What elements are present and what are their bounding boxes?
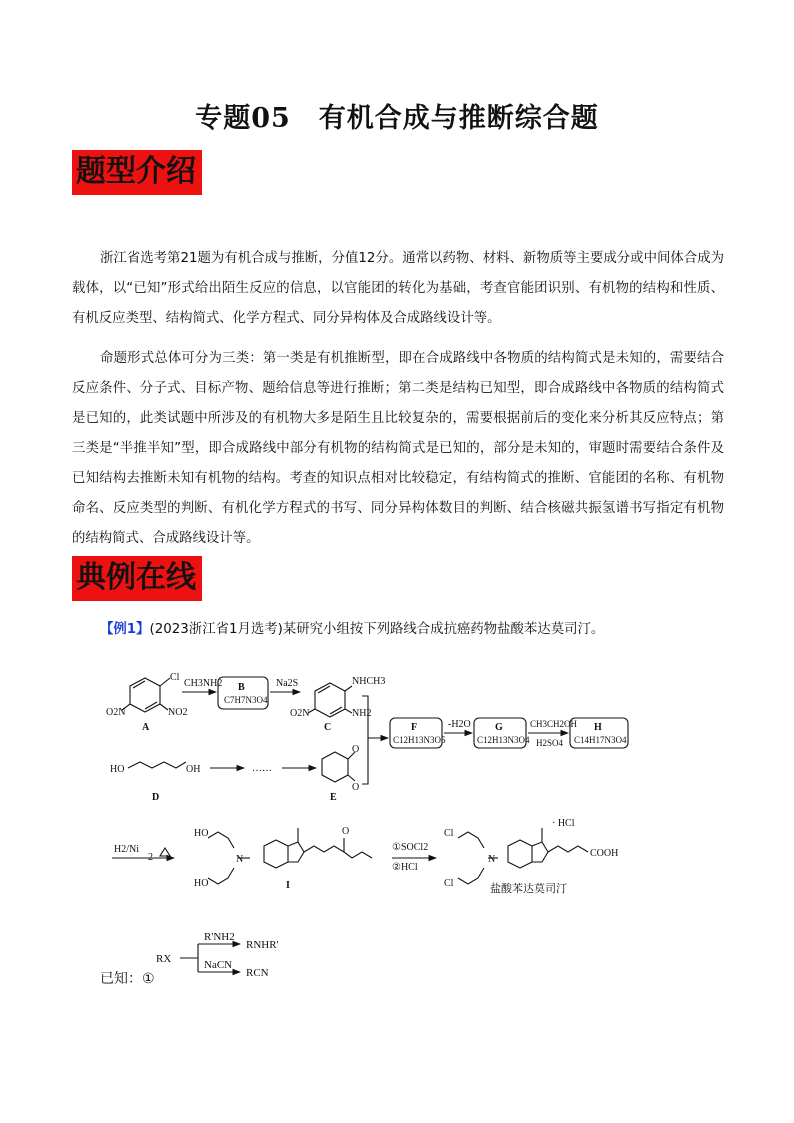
compound-e-label: E bbox=[330, 792, 337, 803]
reagent-minus-h2o: -H2O bbox=[448, 719, 471, 730]
label-o-i: O bbox=[342, 826, 350, 837]
known-reagent2: NaCN bbox=[204, 959, 233, 971]
compound-f-label: F bbox=[411, 722, 418, 733]
product-name: 盐酸苯达莫司汀 bbox=[490, 883, 567, 895]
label-nhch3: NHCH3 bbox=[352, 676, 386, 687]
label-cl-p2: Cl bbox=[444, 878, 454, 889]
compound-f-formula: C12H13N3O5 bbox=[393, 735, 446, 745]
compound-c-label: C bbox=[324, 722, 332, 733]
label-ho-i1: HO bbox=[194, 828, 209, 839]
compound-a-label: A bbox=[142, 722, 150, 733]
example-text: (2023浙江省1月选考)某研究小组按下列路线合成抗癌药物盐酸苯达莫司汀。 bbox=[149, 622, 605, 637]
compound-b-formula: C7H7N3O4 bbox=[224, 695, 268, 705]
compound-a-structure bbox=[122, 678, 170, 712]
compound-g-box bbox=[474, 718, 526, 748]
label-cl: Cl bbox=[170, 672, 180, 683]
product-structure bbox=[458, 828, 588, 884]
compound-i-structure bbox=[208, 828, 372, 884]
compound-d-structure bbox=[128, 762, 186, 768]
compound-b-box bbox=[218, 677, 268, 709]
label-n-i: N bbox=[236, 854, 244, 865]
label-cooh: COOH bbox=[590, 848, 619, 859]
label-nh2: NH2 bbox=[352, 708, 372, 719]
reagent-na2s: Na2S bbox=[276, 678, 299, 689]
label-ho-d: HO bbox=[110, 764, 125, 775]
intro-paragraph-2: 命题形式总体可分为三类：第一类是有机推断型，即在合成路线中各物质的结构简式是未知的，需要结合反应条件、分子式、目标产物、题给信息等进行推断；第二类是结构已知型，即合成路线中各物质的结构简式是已知的，此类试题中所涉及的有机物大多是陌生且比较复杂的，需要根据前后的变化来分析其反应特点；第三类是“半推半知”型，即合成路线中部分有机物的结构简式是已知的，部分是未知的，审题时需要结合条件及已知结构去推断未知有机物的结构。考查的知识点相对比较稳定，有结构简式的推断、官能团的名称、有机物命名、反应类型的判断、有机化学方程式的书写、同分异构体数目的判断、结合核磁共振氢谱书写指定有机物的结构简式、合成路线设计等。 bbox=[72, 351, 724, 546]
label-n-p: N bbox=[488, 854, 496, 865]
label-o2n-a: O2N bbox=[106, 707, 126, 718]
label-oh-d: OH bbox=[186, 764, 201, 775]
example-1-statement bbox=[100, 618, 604, 637]
compound-c-structure bbox=[308, 683, 352, 717]
compound-h-label: H bbox=[594, 722, 602, 733]
section-heading-intro: 题型介绍 bbox=[72, 150, 202, 195]
compound-g-label: G bbox=[495, 722, 503, 733]
example-tag: 【例1】 bbox=[100, 622, 150, 637]
compound-g-formula: C12H13N3O4 bbox=[477, 735, 530, 745]
label-no2-a: NO2 bbox=[168, 707, 188, 718]
known-rx: RX bbox=[156, 953, 172, 965]
compound-f-box bbox=[390, 718, 442, 748]
reagent-ethanol: CH3CH2OH bbox=[530, 719, 578, 729]
compound-h-box bbox=[570, 718, 628, 748]
section-heading-example: 典例在线 bbox=[72, 556, 202, 601]
reagent-two: 2 bbox=[148, 852, 153, 863]
label-o-e2: O bbox=[352, 782, 360, 793]
compound-i-label: I bbox=[286, 880, 290, 891]
known-reagent1: R'NH2 bbox=[204, 931, 235, 943]
label-hcl-salt: · HCl bbox=[552, 818, 575, 829]
compound-h-formula: C14H17N3O4 bbox=[574, 735, 627, 745]
known-reaction-branch bbox=[180, 944, 240, 972]
page-title: 专题05 有机合成与推断综合题 bbox=[195, 103, 599, 134]
reagent-h2-ni: H2/Ni bbox=[114, 844, 139, 855]
epoxide-icon bbox=[160, 848, 170, 856]
compound-d-label: D bbox=[152, 792, 160, 803]
known-product1: RNHR' bbox=[246, 939, 279, 951]
label-o2n-c: O2N bbox=[290, 708, 310, 719]
reagent-ch3nh2: CH3NH2 bbox=[184, 678, 223, 689]
label-o-e1: O bbox=[352, 744, 360, 755]
known-label: 已知：① bbox=[100, 971, 155, 987]
label-cl-p1: Cl bbox=[444, 828, 454, 839]
label-ho-i2: HO bbox=[194, 878, 209, 889]
reagent-dots: …… bbox=[252, 763, 272, 774]
known-product2: RCN bbox=[246, 967, 269, 979]
reagent-h2so4: H2SO4 bbox=[536, 738, 564, 748]
reagent-hcl: ②HCl bbox=[392, 862, 418, 873]
compound-e-structure bbox=[322, 752, 355, 782]
reagent-socl2: ①SOCl2 bbox=[392, 842, 429, 853]
intro-paragraph-1: 浙江省选考第21题为有机合成与推断，分值12分。通常以药物、材料、新物质等主要成分或中间体合成为载体，以“已知”形式给出陌生反应的信息，以官能团的转化为基础，考查官能团识别、有机物的结构和性质、有机反应类型、结构简式、化学方程式、同分异构体及合成路线设计等。 bbox=[72, 251, 724, 326]
compound-b-label: B bbox=[238, 682, 245, 693]
